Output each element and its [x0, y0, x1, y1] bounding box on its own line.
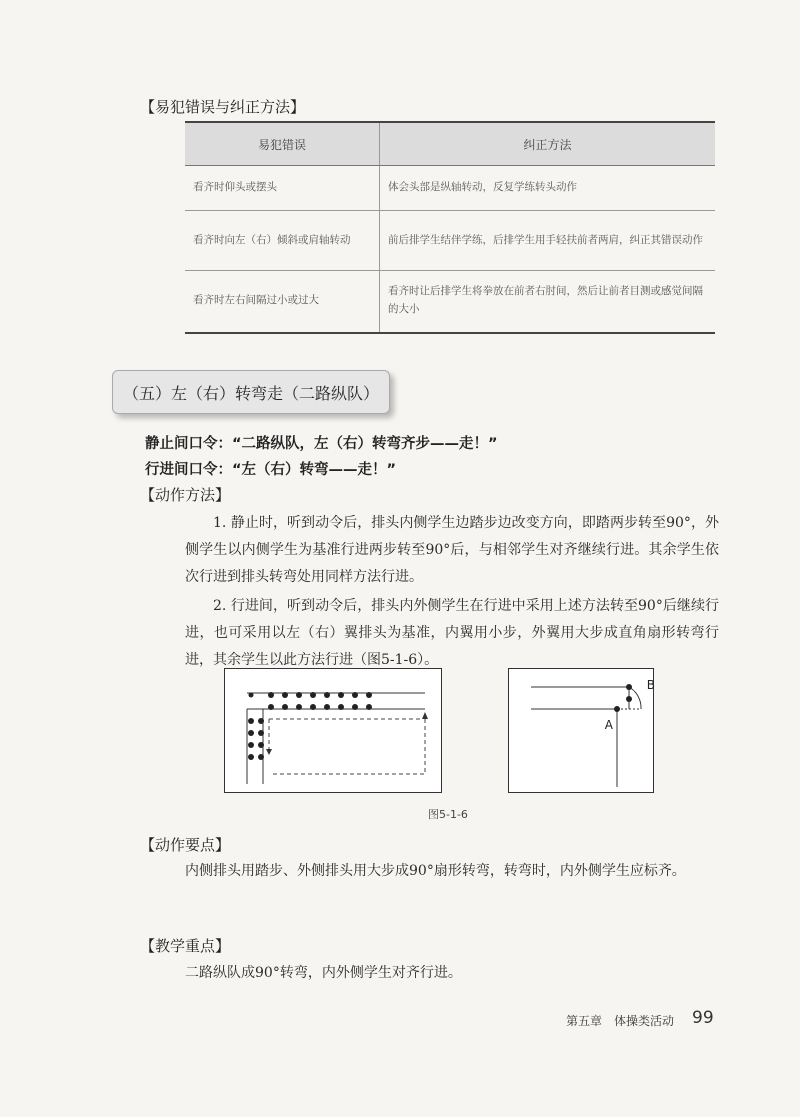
fix-cell: 体会头部是纵轴转动，反复学练转头动作 — [380, 166, 716, 211]
keypoints-section-label: 【动作要点】 — [140, 836, 231, 854]
static-command: 静止间口令：“二路纵队，左（右）转弯齐步——走！” — [145, 436, 498, 452]
moving-command: 行进间口令：“左（右）转弯——走！” — [145, 462, 397, 478]
method-section-label: 【动作方法】 — [140, 486, 231, 504]
fix-cell: 前后排学生结伴学练，后排学生用手轻扶前者两肩，纠正其错误动作 — [380, 211, 716, 271]
method-paragraph-1: 1. 静止时，听到动令后，排头内侧学生边踏步边改变方向，即踏两步转至90°，外侧学生以内侧学生为基准行进两步转至90°后，与相邻学生对齐继续行进。其余学生依次行进到排头转弯处用同样方法行进。 — [185, 515, 719, 585]
figure-caption: 图5-1-6 — [428, 808, 468, 821]
error-cell: 看齐时仰头或摆头 — [185, 166, 380, 211]
errors-table — [185, 121, 715, 334]
figure-left-diagram — [224, 668, 442, 793]
teaching-text: 二路纵队成90°转弯，内外侧学生对齐行进。 — [185, 965, 462, 981]
label-b: B — [646, 678, 655, 692]
error-cell: 看齐时向左（右）倾斜或肩轴转动 — [185, 211, 380, 271]
section-heading-text: （五）左（右）转弯走（二路纵队） — [122, 383, 379, 403]
teaching-section-label: 【教学重点】 — [140, 937, 231, 955]
column-header-error: 易犯错误 — [185, 122, 380, 166]
method-paragraph-2: 2. 行进间，听到动令后，排头内外侧学生在行进中采用上述方法转至90°后继续行进，也可采用以左（右）翼排头为基准，内翼用小步，外翼用大步成直角扇形转弯行进，其余学生以此方法行进（图5-1-6）。 — [185, 598, 719, 668]
label-a: A — [604, 718, 613, 732]
footer-chapter: 第五章 体操类活动 — [566, 1014, 675, 1028]
column-turn-diagram — [225, 669, 441, 792]
keypoints-text: 内侧排头用踏步、外侧排头用大步成90°扇形转弯，转弯时，内外侧学生应标齐。 — [185, 863, 686, 879]
figure-right-diagram — [508, 668, 654, 793]
fix-cell: 看齐时让后排学生将拳放在前者右肘间，然后让前者目测或感觉间隔的大小 — [380, 271, 716, 333]
column-header-fix: 纠正方法 — [380, 122, 716, 166]
table-row — [185, 166, 715, 211]
section-heading — [112, 370, 390, 414]
page-number: 99 — [692, 1008, 714, 1028]
turn-arc-diagram — [509, 669, 653, 792]
table-row — [185, 211, 715, 271]
table-header-row — [185, 122, 715, 166]
errors-section-label: 【易犯错误与纠正方法】 — [140, 98, 306, 116]
error-cell: 看齐时左右间隔过小或过大 — [185, 271, 380, 333]
table-row — [185, 271, 715, 333]
